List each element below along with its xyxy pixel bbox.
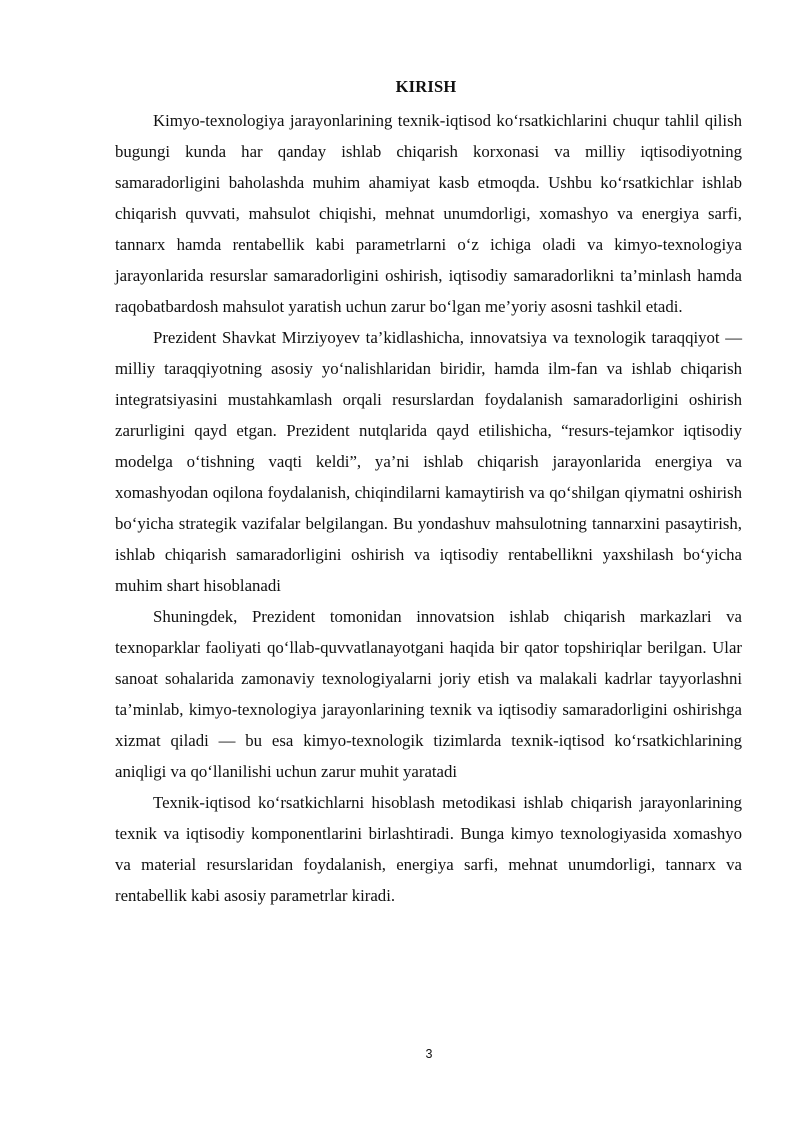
page-number: 3 [425,1047,433,1061]
paragraph-3: Shuningdek, Prezident tomonidan innovatsion ishlab chiqarish markazlari va texnoparklar faoliyati qo‘llab-quvvatlanayotgani haqida bir qator topshiriqlar berilgan. Ular sanoat sohalarida zamonaviy texnologiyalarni joriy etish va malakali kadrlar tayyorlashni ta’minlab, kimyo-texnologiya jarayonlarining texnik va iqtisodiy samaradorligini oshirishga xizmat qiladi — bu esa kimyo-texnologik tizimlarda texnik-iqtisod ko‘rsatkichlarining aniqligi va qo‘llanilishi uchun zarur muhit yaratadi [115,607,742,781]
paragraph-2: Prezident Shavkat Mirziyoyev ta’kidlashicha, innovatsiya va texnologik taraqqiyot — milliy taraqqiyotning asosiy yo‘nalishlaridan biridir, hamda ilm-fan va ishlab chiqarish integratsiyasini mustahkamlash orqali resurslardan foydalanish samaradorligini oshirish zarurligini qayd etgan. Prezident nutqlarida qayd etilishicha, “resurs-tejamkor iqtisodiy modelga o‘tishning vaqti keldi”, ya’ni ishlab chiqarish jarayonlarida energiya va xomashyodan oqilona foydalanish, chiqindilarni kamaytirish va qo‘shilgan qiymatni oshirish bo‘yicha strategik vazifalar belgilangan. Bu yondashuv mahsulotning tannarxini pasaytirish, ishlab chiqarish samaradorligini oshirish va iqtisodiy rentabellikni yaxshilash bo‘yicha muhim shart hisoblanadi [115,328,742,595]
paragraph-1: Kimyo-texnologiya jarayonlarining texnik-iqtisod ko‘rsatkichlarini chuqur tahlil qilish bugungi kunda har qanday ishlab chiqarish korxonasi va milliy iqtisodiyotning samaradorligini baholashda muhim ahamiyat kasb etmoqda. Ushbu ko‘rsatkichlar ishlab chiqarish quvvati, mahsulot chiqishi, mehnat unumdorligi, xomashyo va energiya sarfi, tannarx hamda rentabellik kabi parametrlarni o‘z ichiga oladi va kimyo-texnologiya jarayonlarida resurslar samaradorligini oshirish, iqtisodiy samaradorlikni ta’minlash hamda raqobatbardosh mahsulot yaratish uchun zarur bo‘lgan me’yoriy asosni tashkil etadi. [115,111,742,316]
page-title: KIRISH [395,77,457,96]
paragraph-4: Texnik-iqtisod ko‘rsatkichlarni hisoblash metodikasi ishlab chiqarish jarayonlarining texnik va iqtisodiy komponentlarini birlashtiradi. Bunga kimyo texnologiyasida xomashyo va material resurslaridan foydalanish, energiya sarfi, mehnat unumdorligi, tannarx va rentabellik kabi asosiy parametrlar kiradi. [115,793,742,905]
document-body [115,105,742,911]
